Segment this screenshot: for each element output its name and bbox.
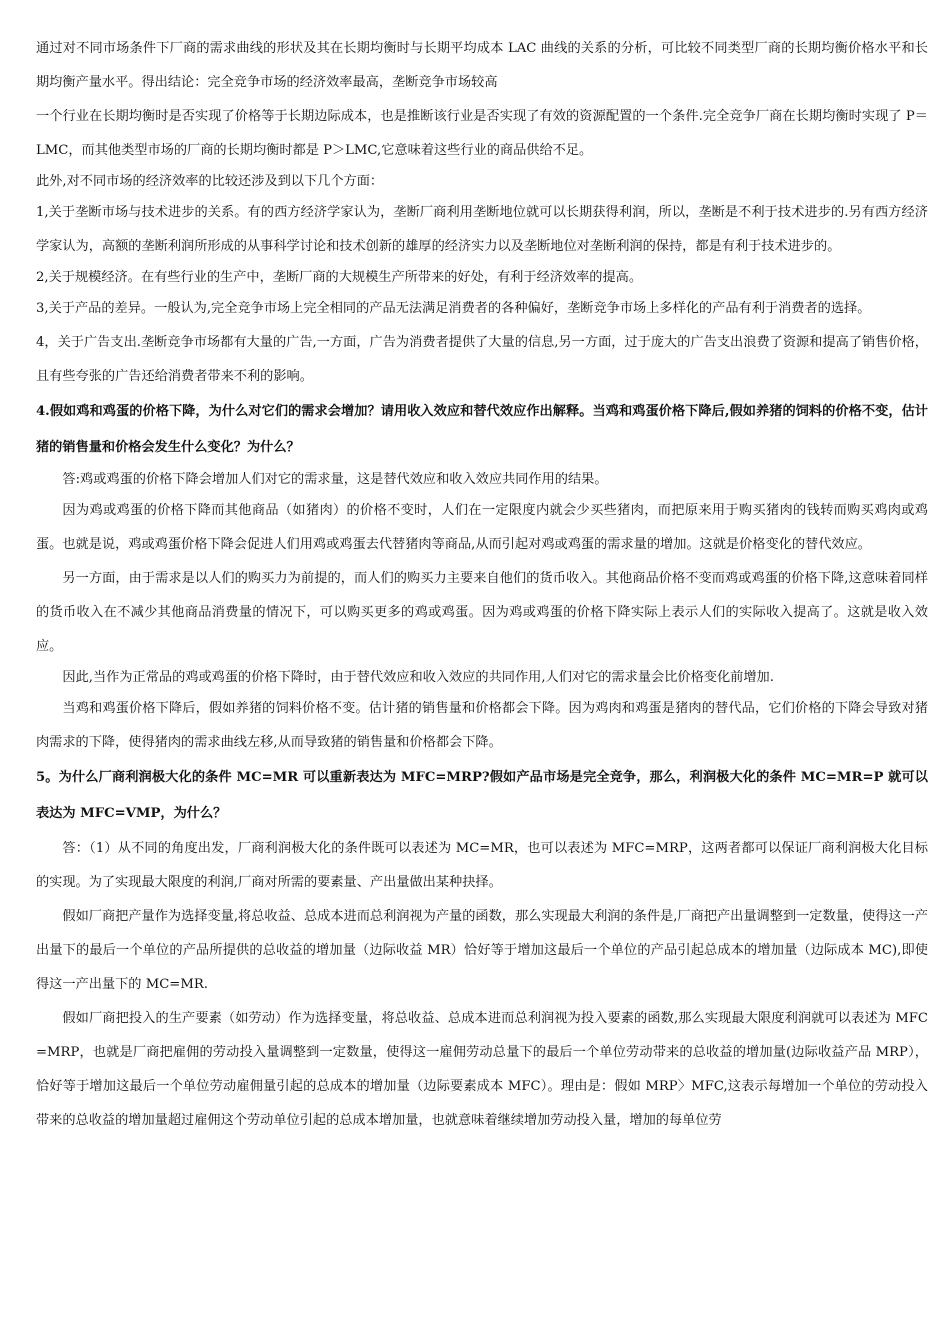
answer-5-part-1: 答：（1）从不同的角度出发，厂商利润极大化的条件既可以表述为 MC=MR，也可以表述为 MFC=MRP，这两者都可以保证厂商利润极大化目标的实现。为了实现最大限度的利润,厂商对所需的要素量、产出量做出某种抉择。 bbox=[36, 841, 928, 890]
answer-4-pork-market: 当鸡和鸡蛋价格下降后，假如养猪的饲料价格不变。估计猪的销售量和价格都会下降。因为鸡肉和鸡蛋是猪肉的替代品，它们价格的下降会导致对猪肉需求的下降，使得猪肉的需求曲线左移,从而导致猪的销售量和价格都会下降。 bbox=[36, 701, 928, 750]
answer-4-conclusion: 因此,当作为正常品的鸡或鸡蛋的价格下降时，由于替代效应和收入效应的共同作用,人们对它的需求量会比价格变化前增加. bbox=[62, 670, 774, 685]
answer-5-input-variable: 假如厂商把投入的生产要素（如劳动）作为选择变量，将总收益、总成本进而总利润视为投入要素的函数,那么实现最大限度利润就可以表述为 MFC=MRP，也就是厂商把雇佣的劳动投入量调整到一定数量，使得这一雇佣劳动总量下的最后一个单位劳动带来的总收益的增加量(边际收益产品 MRP），恰好等于增加这最后一个单位劳动雇佣量引起的总成本的增加量（边际要素成本 MFC）。理由是：假如 MRP〉MFC,这表示每增加一个单位的劳动投入带来的总收益的增加量超过雇佣这个劳动单位引起的总成本增加量，也就意味着继续增加劳动投入量，增加的每单位劳 bbox=[36, 1011, 928, 1128]
answer-4-intro: 答:鸡或鸡蛋的价格下降会增加人们对它的需求量，这是替代效应和收入效应共同作用的结果。 bbox=[62, 472, 608, 487]
answer-4-substitution-effect: 因为鸡或鸡蛋的价格下降而其他商品（如猪肉）的价格不变时，人们在一定限度内就会少买些猪肉，而把原来用于购买猪肉的钱转而购买鸡肉或鸡蛋。也就是说，鸡或鸡蛋价格下降会促进人们用鸡或鸡蛋去代替猪肉等商品,从而引起对鸡或鸡蛋的需求量的增加。这就是价格变化的替代效应。 bbox=[36, 503, 928, 552]
answer-5-output-variable: 假如厂商把产量作为选择变量,将总收益、总成本进而总利润视为产量的函数，那么实现最大利润的条件是,厂商把产出量调整到一定数量，使得这一产出量下的最后一个单位的产品所提供的总收益的增加量（边际收益 MR）恰好等于增加这最后一个单位的产品引起总成本的增加量（边际成本 MC),即使得这一产出量下的 MC=MR. bbox=[36, 909, 928, 992]
paragraph-point-3-differentiation: 3,关于产品的差异。一般认为,完全竞争市场上完全相同的产品无法满足消费者的各种偏好，垄断竞争市场上多样化的产品有利于消费者的选择。 bbox=[36, 301, 871, 316]
paragraph-price-equals-lmc: 一个行业在长期均衡时是否实现了价格等于长期边际成本，也是推断该行业是否实现了有效的资源配置的一个条件.完全竞争厂商在长期均衡时实现了 P＝LMC，而其他类型市场的厂商的长期均衡时都是 P＞LMC,它意味着这些行业的商品供给不足。 bbox=[36, 109, 928, 158]
paragraph-point-1-technology: 1,关于垄断市场与技术进步的关系。有的西方经济学家认为，垄断厂商利用垄断地位就可以长期获得利润，所以，垄断是不利于技术进步的.另有西方经济学家认为，高额的垄断利润所形成的从事科学讨论和技术创新的雄厚的经济实力以及垄断地位对垄断利润的保持，都是有利于技术进步的。 bbox=[36, 205, 928, 254]
paragraph-point-2-scale: 2,关于规模经济。在有些行业的生产中，垄断厂商的大规模生产所带来的好处，有利于经济效率的提高。 bbox=[36, 270, 643, 285]
question-4-heading: 4.假如鸡和鸡蛋的价格下降，为什么对它们的需求会增加？请用收入效应和替代效应作出解释。当鸡和鸡蛋价格下降后,假如养猪的饲料的价格不变，估计猪的销售量和价格会发生什么变化？为什么？ bbox=[36, 404, 928, 455]
paragraph-other-aspects-intro: 此外,对不同市场的经济效率的比较还涉及到以下几个方面： bbox=[36, 174, 384, 189]
question-5-heading: 5。为什么厂商利润极大化的条件 MC=MR 可以重新表达为 MFC=MRP?假如产品市场是完全竞争，那么，利润极大化的条件 MC=MR=P 就可以表达为 MFC=VMP，为什么？ bbox=[36, 770, 928, 821]
paragraph-point-4-advertising: 4，关于广告支出.垄断竞争市场都有大量的广告,一方面，广告为消费者提供了大量的信息,另一方面，过于庞大的广告支出浪费了资源和提高了销售价格，且有些夸张的广告还给消费者带来不利的影响。 bbox=[36, 335, 928, 384]
answer-4-income-effect: 另一方面，由于需求是以人们的购买力为前提的，而人们的购买力主要来自他们的货币收入。其他商品价格不变而鸡或鸡蛋的价格下降,这意味着同样的货币收入在不减少其他商品消费量的情况下，可以购买更多的鸡或鸡蛋。因为鸡或鸡蛋的价格下降实际上表示人们的实际收入提高了。这就是收入效应。 bbox=[36, 571, 928, 654]
paragraph-market-efficiency-conclusion: 通过对不同市场条件下厂商的需求曲线的形状及其在长期均衡时与长期平均成本 LAC 曲线的关系的分析，可比较不同类型厂商的长期均衡价格水平和长期均衡产量水平。得出结论：完全竞争市场的经济效率最高，垄断竞争市场较高 bbox=[36, 41, 928, 90]
